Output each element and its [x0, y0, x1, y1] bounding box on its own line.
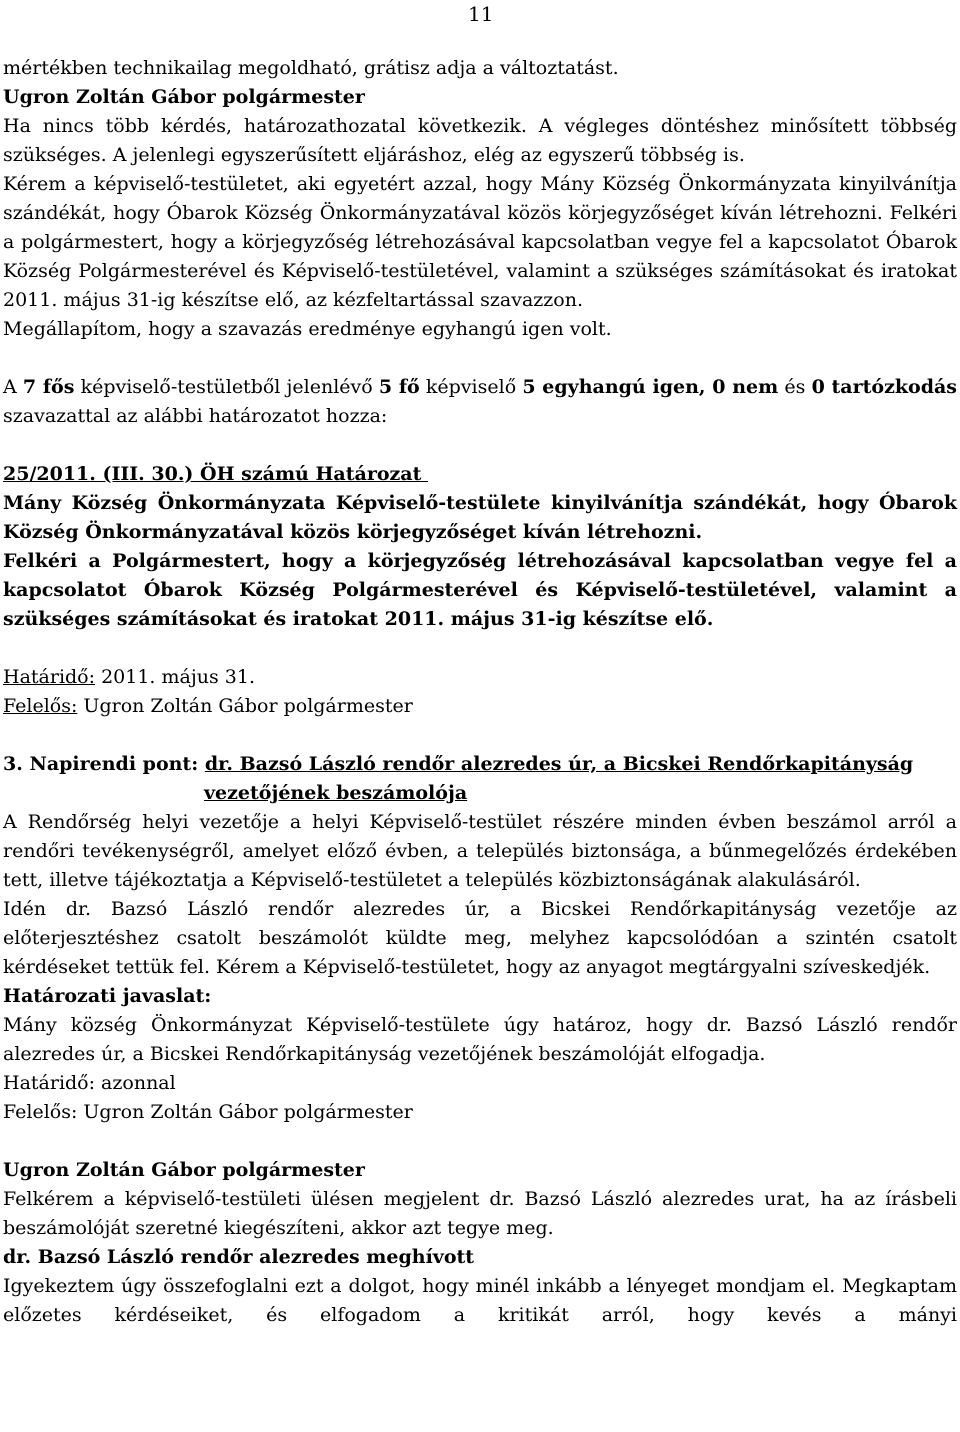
paragraph: Idén dr. Bazsó László rendőr alezredes úr, a Bicskei Rendőrkapitányság vezetője az előterjesztéshez csatolt beszámolót küldte meg, melyhez kapcsolódóan a szintén csatolt kérdéseket tettük fel. Kérem a Képviselő-testületet, hogy az anyagot megtárgyalni szíveskedjék.: [3, 898, 957, 978]
vote-present: 5 fő: [378, 376, 420, 398]
paragraph: Igyekeztem úgy összefoglalni ezt a dolgot, hogy minél inkább a lényeget mondjam el. Megkaptam előzetes kérdéseiket, és elfogadom a kritikát arról, hogy kevés a mányi: [3, 1275, 957, 1326]
page-content: [3, 54, 957, 1330]
agenda-heading: [3, 750, 957, 779]
proposal-text: Mány község Önkormányzat Képviselő-testülete úgy határoz, hogy dr. Bazsó László rendőr alezredes úr, a Bicskei Rendőrkapitányság vezetőjének beszámolóját elfogadja.: [3, 1014, 957, 1065]
deadline-value: 2011. május 31.: [95, 666, 255, 688]
resolution-heading: 25/2011. (III. 30.) ÖH számú Határozat: [3, 463, 429, 485]
paragraph: Kérem a képviselő-testületet, aki egyetért azzal, hogy Mány Község Önkormányzata kinyilvánítja szándékát, hogy Óbarok Község Önkormányzatával közös körjegyzőséget kíván létrehozni. Felkéri a polgármestert, hogy a körjegyzőség létrehozásával kapcsolatban vegye fel a kapcsolatot Óbarok Község Polgármesterével és Képviselő-testületével, valamint a szükséges számításokat és iratokat 2011. május 31-ig készítse elő, az kézfeltartással szavazzon.: [3, 173, 957, 311]
speaker-name: Ugron Zoltán Gábor polgármester: [3, 86, 365, 108]
resolution-deadline: [3, 663, 957, 692]
vote-text: képviselő-testületből jelenlévő: [74, 376, 379, 398]
page-number: 11: [468, 2, 494, 26]
vote-abstain: 0 tartózkodás: [811, 376, 957, 398]
paragraph: Ha nincs több kérdés, határozathozatal következik. A végleges döntéshez minősített többség szükséges. A jelenlegi egyszerűsített eljáráshoz, elég az egyszerű többség is.: [3, 115, 957, 166]
vote-text: és: [778, 376, 812, 398]
agenda-title-continued: [3, 779, 957, 808]
spacer: [3, 634, 957, 663]
deadline-label: Határidő:: [3, 666, 96, 688]
proposal-deadline: Határidő: azonnal: [3, 1072, 176, 1094]
speaker-name: dr. Bazsó László rendőr alezredes meghívott: [3, 1246, 475, 1268]
resolution-responsible: [3, 692, 957, 721]
vote-text: képviselő: [419, 376, 523, 398]
vote-members: 7 fős: [22, 376, 75, 398]
proposal-responsible: Felelős: Ugron Zoltán Gábor polgármester: [3, 1101, 413, 1123]
responsible-label: Felelős:: [3, 695, 78, 717]
spacer: [3, 1127, 957, 1156]
resolution-text: Mány Község Önkormányzata Képviselő-testülete kinyilvánítja szándékát, hogy Óbarok Község Önkormányzatával közös körjegyzőséget kíván létrehozni.: [3, 492, 957, 543]
spacer: [3, 344, 957, 373]
paragraph: Megállapítom, hogy a szavazás eredménye egyhangú igen volt.: [3, 318, 612, 340]
paragraph: A Rendőrség helyi vezetője a helyi Képviselő-testület részére minden évben beszámol arról a rendőri tevékenységről, amelyet előző évben, a település biztonsága, a bűnmegelőzés érdekében tett, illetve tájékoztatja a Képviselő-testületet a település közbiztonságának alakulásáról.: [3, 811, 957, 891]
agenda-title: vezetőjének beszámolója: [204, 782, 468, 804]
proposal-label: Határozati javaslat:: [3, 985, 212, 1007]
vote-text: szavazattal az alábbi határozatot hozza:: [3, 405, 388, 427]
spacer: [3, 721, 957, 750]
continued-line: mértékben technikailag megoldható, grátisz adja a változtatást.: [3, 57, 619, 79]
vote-result: [3, 373, 957, 431]
speaker-name: Ugron Zoltán Gábor polgármester: [3, 1159, 365, 1181]
responsible-value: Ugron Zoltán Gábor polgármester: [77, 695, 413, 717]
agenda-title: dr. Bazsó László rendőr alezredes úr, a Bicskei Rendőrkapitányság: [204, 753, 914, 775]
paragraph: Felkérem a képviselő-testületi ülésen megjelent dr. Bazsó László alezredes urat, ha az írásbeli beszámolóját szeretné kiegészíteni, akkor azt tegye meg.: [3, 1188, 957, 1239]
resolution-text: Felkéri a Polgármestert, hogy a körjegyzőség létrehozásával kapcsolatban vegye fel a kapcsolatot Óbarok Község Polgármesterével és Képviselő-testületével, valamint a szükséges számításokat és iratokat 2011. május 31-ig készítse elő.: [3, 550, 957, 630]
vote-text: A: [3, 376, 23, 398]
agenda-label: 3. Napirendi pont:: [3, 753, 205, 775]
vote-yes-no: 5 egyhangú igen, 0 nem: [522, 376, 779, 398]
spacer: [3, 431, 957, 460]
